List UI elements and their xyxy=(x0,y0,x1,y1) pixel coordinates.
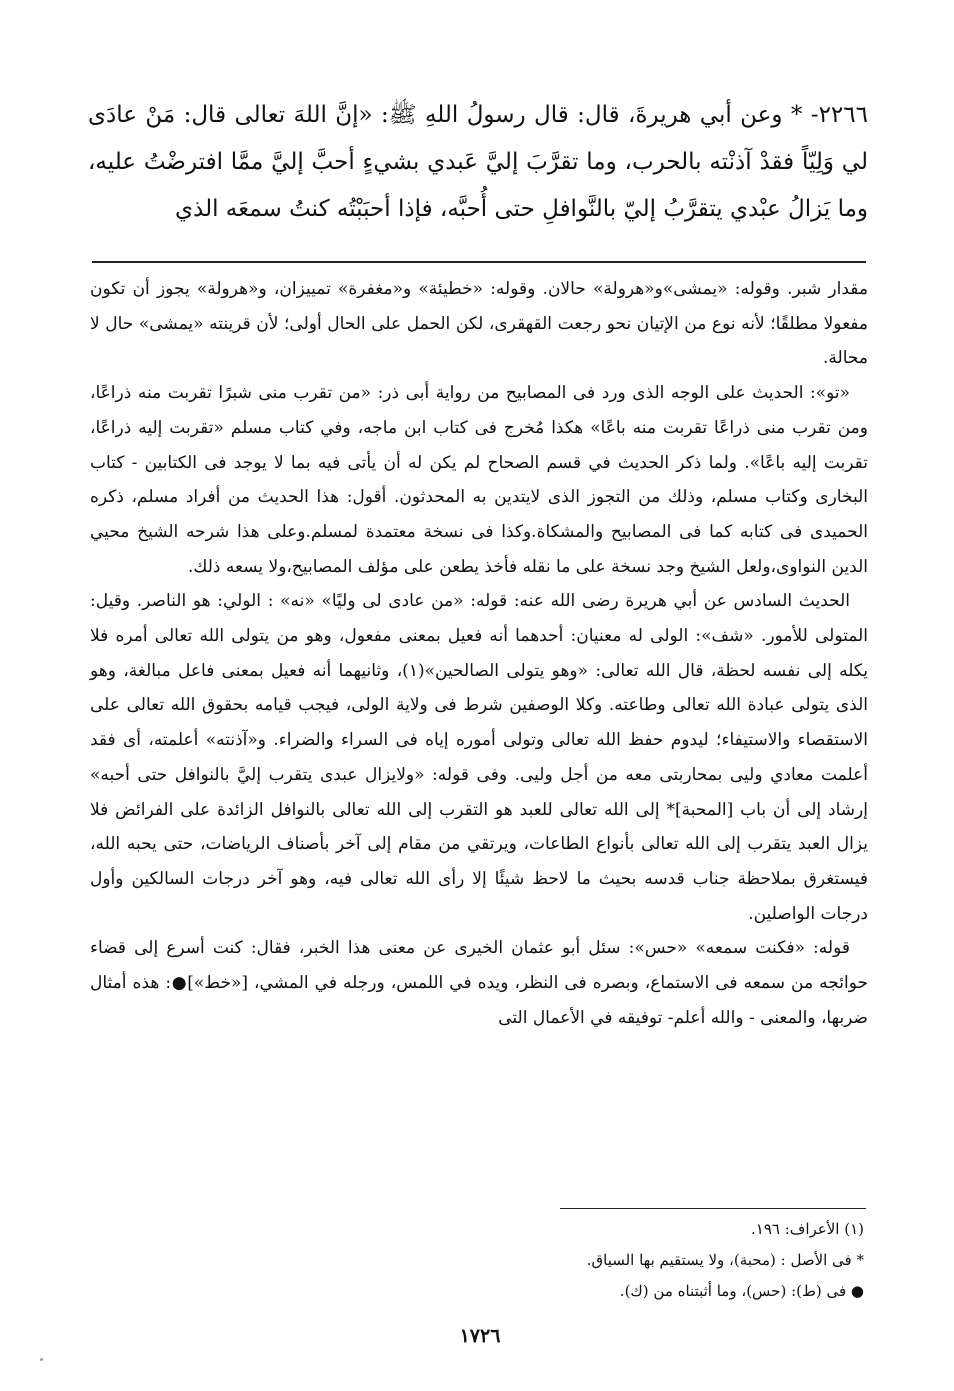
commentary-block xyxy=(90,272,868,1035)
main-text-divider xyxy=(92,261,866,263)
footnote-item: ● فى (ط): (حس)، وما أثبتناه من (ك). xyxy=(619,1282,864,1300)
commentary-paragraph: «تو»: الحديث على الوجه الذى ورد فى المصابيح من رواية أبى ذر: «من تقرب منى شبرًا تقربت منه ذراعًا، ومن تقرب منى ذراعًا تقربت منه باعًا» هكذا مُخرج فى كتاب ابن ماجه، وفي كتاب مسلم «تقربت إليه ذراعًا، تقربت إليه باعًا». ولما ذكر الحديث في قسم الصحاح لم يكن له أن يأتى فيه بما لا يوجد فى الكتابين - كتاب البخارى وكتاب مسلم، وذلك من التجوز الذى لايتدين به المحدثون. أقول: هذا الحديث من أفراد مسلم، ذكره الحميدى فى كتابه كما فى المصابيح والمشكاة.وكذا فى نسخة معتمدة لمسلم.وعلى هذا شرحه الشيخ محيي الدين النواوى،ولعل الشيخ وجد نسخة على ما نقله فأخذ يطعن على مؤلف المصابيح،ولا يسعه ذلك. xyxy=(90,383,868,577)
hadith-text-block xyxy=(88,92,868,233)
footnote-divider xyxy=(560,1208,866,1209)
page-number: ١٧٢٦ xyxy=(459,1325,501,1347)
commentary-paragraph: الحديث السادس عن أبي هريرة رضى الله عنه: قوله: «من عادى لى وليًا» «نه» : الولي: هو الناصر. وقيل: المتولى للأمور. «شف»: الولى له معنيان: أحدهما أنه فعيل بمعنى مفعول، وهو من يتولى الله تعالى أمره فلا يكله إلى نفسه لحظة، قال الله تعالى: «وهو يتولى الصالحين»(١)، وثانيهما أنه فعيل بمعنى فاعل مبالغة، وهو الذى يتولى عبادة الله تعالى وطاعته. وكلا الوصفين شرط فى ولاية الولى، فيجب قيامه بحقوق الله تعالى على الاستقصاء والاستيفاء؛ ليدوم حفظ الله تعالى وتولى أموره إياه فى السراء والضراء. و«آذنته» أعلمته، أى فقد أعلمت معادي وليى بمحاربتى معه من أجل وليى. وفى قوله: «ولايزال عبدى يتقرب إليَّ بالنوافل حتى أحبه» إرشاد إلى أن باب [المحبة]* إلى الله تعالى للعبد هو التقرب إلى الله تعالى بالنوافل الزائدة على الفرائض فلا يزال العبد يتقرب إلى الله تعالى بأنواع الطاعات، ويرتقي من مقام إلى آخر بأصناف الرياضات، حتى يحبه الله، فيستغرق بملاحظة جناب قدسه بحيث ما لاحظ شيئًا إلا رأى الله تعالى فيه، وهو آخر درجات السالكين وأول درجات الواصلين. xyxy=(90,591,868,924)
commentary-paragraph: مقدار شبر. وقوله: «يمشى»و«هرولة» حالان. وقوله: «خطيئة» و«مغفرة» تمييزان، و«هرولة» يجوز أن تكون مفعولا مطلقًا؛ لأنه نوع من الإتيان نحو رجعت القهقرى، لكن الحمل على الحال أولى؛ لأن قرينته «يمشى» حال لا محالة. xyxy=(90,279,868,369)
footnote-item: * فى الأصل : (محبة)، ولا يستقيم بها السياق. xyxy=(586,1251,864,1269)
footnote-item: (١) الأعراف: ١٩٦. xyxy=(751,1220,864,1238)
footnotes-block xyxy=(420,1214,864,1307)
hadith-paragraph: ٢٢٦٦- * وعن أبي هريرةَ، قال: قال رسولُ اللهِ ﷺ: «إنَّ اللهَ تعالى قال: مَنْ عادَى لي وَلِيّاً فقدْ آذنْته بالحرب، وما تقرَّبَ إليَّ عَبدي بشيءٍ أحبَّ إليَّ ممَّا افترضْتُ عليه، وما يَزالُ عبْدي يتقرَّبُ إليّ بالنَّوافلِ حتى أُحبَّه، فإذا أحبَبْتُه كنتُ سمعَه الذي xyxy=(88,102,868,222)
scan-speck xyxy=(40,1358,43,1361)
commentary-paragraph: قوله: «فكنت سمعه» «حس»: سئل أبو عثمان الخيرى عن معنى هذا الخبر، فقال: كنت أسرع إلى قضاء حوائجه من سمعه فى الاستماع، وبصره فى النظر، ويده في اللمس، ورجله في المشي، [«خط»]●: هذه أمثال ضربها، والمعنى - والله أعلم- توفيقه في الأعمال التى xyxy=(90,938,868,1028)
